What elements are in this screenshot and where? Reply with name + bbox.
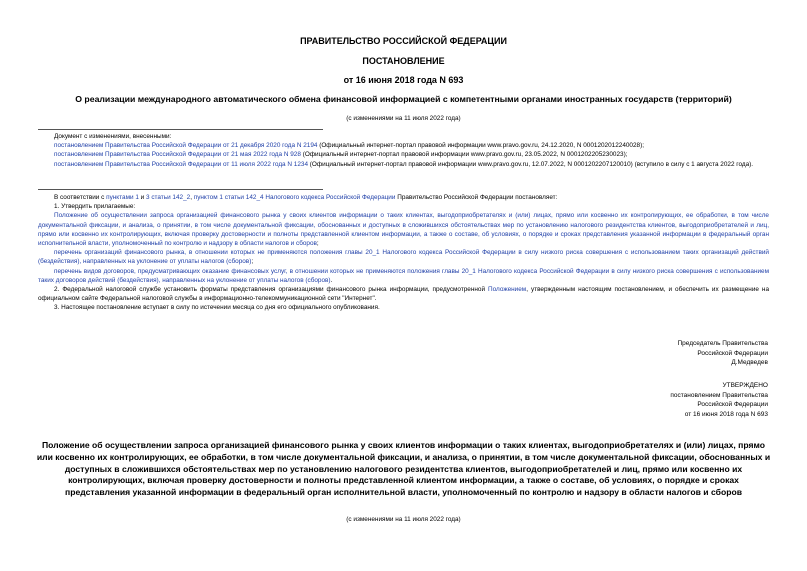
doc-title: О реализации международного автоматического обмена финансовой информацией с компетентными органами иностранных государств (территорий) — [75, 94, 732, 104]
contracts-list-paragraph: перечень видов договоров, предусматривающих оказание финансовых услуг, в отношении которых не применяются положения главы 20_1 Налогового кодекса Российской Федерации в силу низкого риска совершения с использованием таких договоров действий (бездействия), направленных на уклонение от уплаты налогов (сборов). — [38, 267, 769, 284]
divider-top — [38, 129, 323, 130]
doc-date-number: от 16 июня 2018 года N 693 — [343, 75, 464, 85]
divider-bottom — [38, 189, 323, 190]
signature-block: Председатель Правительства Российской Федерации Д.Медведев — [677, 340, 768, 367]
amendments-note: (с изменениями на 11 июля 2022 года) — [346, 115, 461, 122]
article-link-2[interactable]: 3 статьи 142_2 — [146, 194, 191, 201]
regulation-link[interactable]: Положение об осуществлении запроса организацией финансового рынка у своих клиентов информации о таких клиентах, выгодоприобретателях и (или) лицах, прямо или косвенно их контролирующих, ее обработки, в том числе документальной фиксации, и анализа, о принятии, в том числе документальной фиксации, обоснованных и доступных в сложившихся обстоятельствах мер по установлению налогового резидентства клиентов, выгодоприобретателей и лиц, прямо или косвенно их контролирующих, включая проверку достоверности и полноты представленной клиентом информации, а также о составе, об условиях, о порядке и сроках представления указанной информации в федеральный орган исполнительной власти, уполномоченный по контролю и надзору в области налогов и сборов — [38, 212, 769, 248]
orgs-list-paragraph: перечень организаций финансового рынка, в отношении которых не применяются положения главы 20_1 Налогового кодекса Российской Федерации в силу низкого риска совершения с использованием таких организаций действий (бездействия), направленных на уклонение от уплаты налогов (сборов); — [38, 249, 769, 266]
article-link-3[interactable]: пунктом 1 статьи 142_4 Налогового кодекса Российской Федерации — [193, 194, 396, 201]
change-link-3[interactable]: постановлением Правительства Российской Федерации от 11 июля 2022 года N 1234 — [54, 160, 308, 168]
change-item: постановлением Правительства Российской Федерации от 11 июля 2022 года N 1234 (Официальный интернет-портал правовой информации www.pravo.gov.ru, 12.07.2022, N 0001202207120010) (вступило в силу с 1 августа 2022 года). — [54, 160, 754, 168]
changes-block — [38, 132, 769, 169]
regulation-paragraph: Положение об осуществлении запроса организацией финансового рынка у своих клиентов информации о таких клиентах, выгодоприобретателях и (или) лицах, прямо или косвенно их контролирующих, ее обработки, в том числе документальной фиксации, и анализа, о принятии, в том числе документальной фиксации, обоснованных и доступных в сложившихся обстоятельствах мер по установлению налогового резидентства клиентов, выгодоприобретателей и лиц, прямо или косвенно их контролирующих, включая проверку достоверности и полноты представленной клиентом информации, а также о составе, об условиях, о порядке и сроках представления указанной информации в федеральный орган исполнительной власти, уполномоченный по контролю и надзору в области налогов и сборов; — [38, 212, 769, 248]
doc-type-heading: ПОСТАНОВЛЕНИЕ — [362, 56, 445, 66]
regulation-title: Положение об осуществлении запроса организацией финансового рынка у своих клиентов информации о таких клиентах, выгодоприобретателях и (или) лицах, прямо или косвенно их контролирующих, ее обработки, в том числе документальной фиксации, и анализа, о принятии, в том числе документальной фиксации, обоснованных и доступных в сложившихся обстоятельствах мер по установлению налогового резидентства клиентов, выгодоприобретателей и лиц, прямо или косвенно их контролирующих, включая проверку достоверности и полноты представленной клиентом информации, а также о составе, об условиях, о порядке и сроках представления указанной информации в федеральный орган исполнительной власти, уполномоченный по контролю и надзору в области налогов и сборов — [36, 440, 771, 498]
change-item: постановлением Правительства Российской Федерации от 21 декабря 2020 года N 2194 (Официальный интернет-портал правовой информации www.pravo.gov.ru, 24.12.2020, N 0001202012240028); — [54, 142, 645, 150]
change-link-2[interactable]: постановлением Правительства Российской Федерации от 21 мая 2022 года N 928 — [54, 151, 301, 159]
regulation-amendments-note: (с изменениями на 11 июля 2022 года) — [346, 516, 461, 523]
changes-intro: Документ с изменениями, внесенными: — [54, 133, 172, 140]
article-link-1[interactable]: пунктами 1 — [106, 194, 139, 201]
change-link-1[interactable]: постановлением Правительства Российской Федерации от 21 декабря 2020 года N 2194 — [54, 142, 318, 150]
decree-body — [38, 193, 769, 313]
government-heading: ПРАВИТЕЛЬСТВО РОССИЙСКОЙ ФЕДЕРАЦИИ — [300, 36, 507, 46]
preamble-paragraph: В соответствии с пунктами 1 и 3 статьи 142_2, пунктом 1 статьи 142_4 Налогового кодекса Российской Федерации Правительство Российской Федерации постановляет: — [54, 194, 558, 201]
orgs-list-link[interactable]: перечень организаций финансового рынка, в отношении которых не применяются положения главы 20_1 Налогового кодекса Российской Федерации в силу низкого риска совершения с использованием таких организаций действий (бездействия), направленных на уклонение от уплаты налогов (сборов) — [38, 249, 769, 266]
regulation-ref-link[interactable]: Положением — [488, 286, 527, 294]
item-3-paragraph: 3. Настоящее постановление вступает в силу по истечении месяца со дня его официального опубликования. — [54, 304, 380, 312]
change-item: постановлением Правительства Российской Федерации от 21 мая 2022 года N 928 (Официальный интернет-портал правовой информации www.pravo.gov.ru, 23.05.2022, N 0001202205230023); — [54, 151, 628, 159]
approved-block: УТВЕРЖДЕНО постановлением Правительства Российской Федерации от 16 июня 2018 года N 693 — [670, 382, 768, 418]
item-1-paragraph: 1. Утвердить прилагаемые: — [54, 203, 136, 211]
item-2-paragraph: 2. Федеральной налоговой службе установить форматы представления организациями финансового рынка информации, предусмотренной Положением, утвержденным настоящим постановлением, и обеспечить их размещение на официальном сайте Федеральной налоговой службы в информационно-телекоммуникационной сети "Интернет". — [38, 286, 770, 303]
contracts-list-link[interactable]: перечень видов договоров, предусматривающих оказание финансовых услуг, в отношении которых не применяются положения главы 20_1 Налогового кодекса Российской Федерации в силу низкого риска совершения с использованием таких договоров действий (бездействия), направленных на уклонение от уплаты налогов (сборов) — [38, 267, 769, 284]
